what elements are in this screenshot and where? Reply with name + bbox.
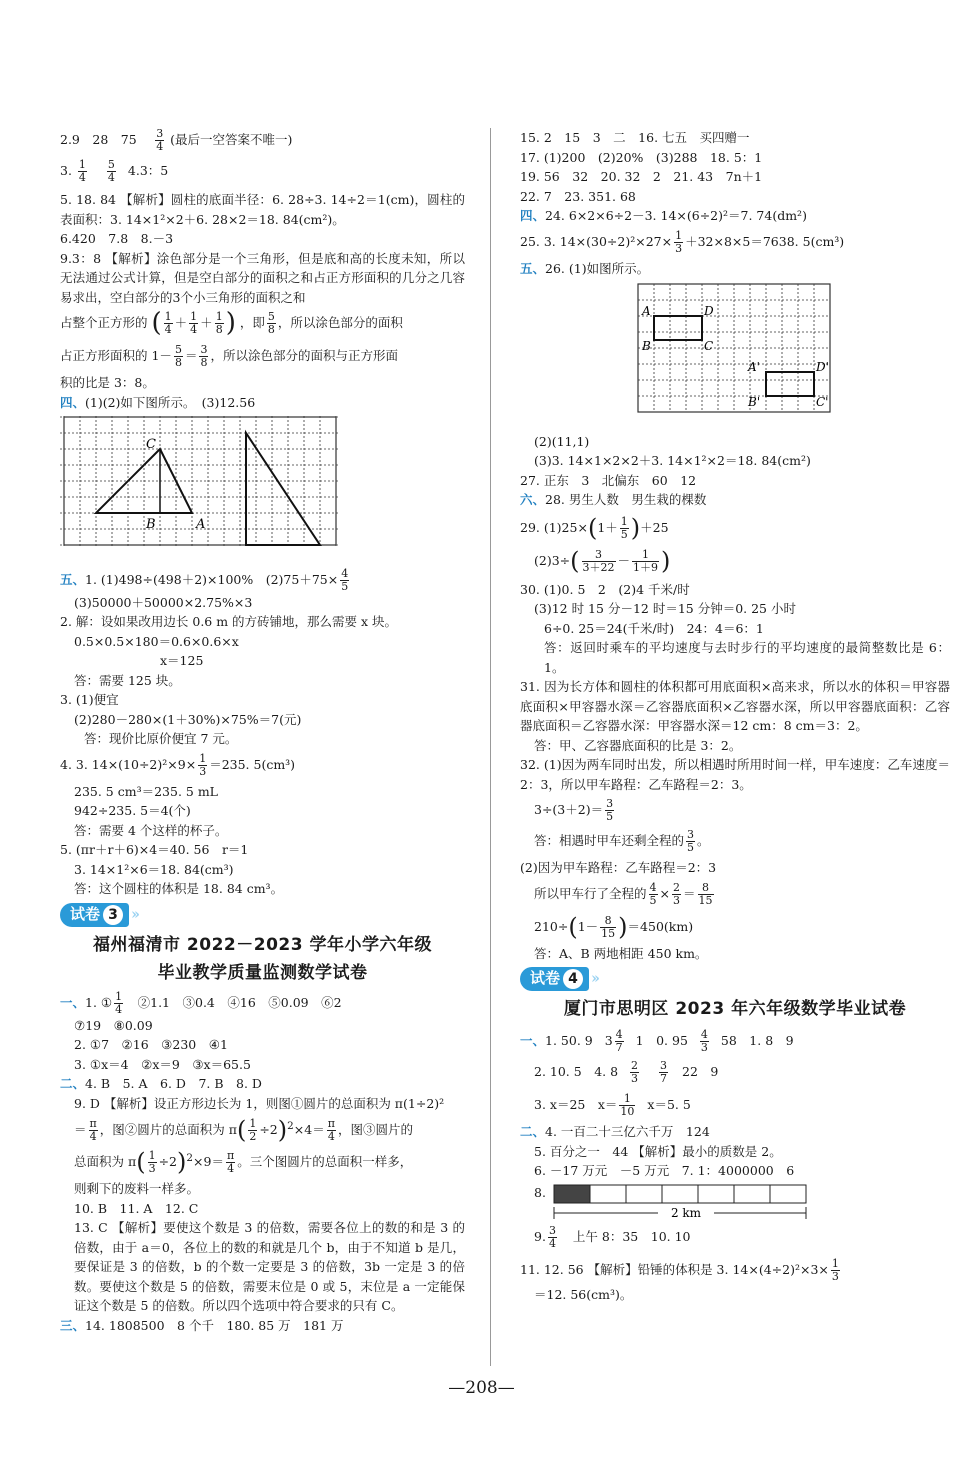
answer-line: 总面积为 π( $\frac{1}{3}$ ÷2)$^2$×9＝ $\frac{\pi}{4}$ 。三个图圆片的总面积一样多， (74, 1148, 413, 1177)
answer-line: 2. 10. 5 4. 8 $\frac{2}{3}$ $\frac{3}{7}$ 22 9 (534, 1059, 719, 1085)
answer-line: (2)(11,1) (534, 433, 590, 449)
right-column (520, 128, 950, 1304)
label-c: C (146, 437, 156, 452)
label-a: A (196, 517, 206, 532)
answer-line: 17. (1)200 (2)20% (3)288 18. 5：1 (520, 149, 763, 165)
answer-line: 答：现价比原价便宜 7 元。 (84, 731, 238, 746)
answer-line: 占整个正方形的 ( $\frac{1}{4}$ ＋ $\frac{1}{4}$ ＋ $\frac{1}{8}$ ) ，即 $\frac{5}{8}$ ，所以涂色部分的面积 (60, 307, 403, 338)
answer-line: 4. 3. 14×(10÷2)²×9× $\frac{1}{3}$ ＝235. 5(cm³) (60, 751, 296, 778)
section-five: 五、26. (1)如图所示。 (520, 260, 650, 276)
answer-line: 一、1. 50. 9 3 $\frac{4}{7}$ 1 0. 95 $\frac{4}{3}$ 58 1. 8 9 (520, 1028, 794, 1054)
answer-line: 积的比是 3：8。 (60, 375, 155, 390)
answer-line: 3. (1)便宜 (60, 692, 119, 707)
answer-line: x＝125 (160, 653, 204, 668)
answer-line: (3)50000＋50000×2.75%×3 (74, 594, 253, 610)
answer-line: 答：返回时乘车的平均速度与去时步行的平均速度的最简整数比是 6：1。 (544, 640, 950, 675)
answer-line: 答：需要 125 块。 (74, 672, 181, 688)
answer-line: 27. 正东 3 北偏东 60 12 (520, 472, 697, 488)
section-five: 五、1. (1)498÷(498＋2)×100% (2)75＋75× $\frac{4}{5}$ (60, 566, 349, 593)
answer-line: (2)3÷( $\frac{3}{3+22}$ － $\frac{1}{1+9}$ ) (534, 546, 671, 575)
answer-line: 19. 56 32 20. 32 2 21. 43 7n＋1 (520, 169, 763, 184)
paper-3-title: 福州福清市 2022－2023 学年小学六年级 (93, 934, 432, 955)
answer-line: 5. (πr＋r＋6)×4＝40. 56 r＝1 (60, 842, 249, 857)
answer-line: ⑦19 ⑧0.09 (74, 1017, 153, 1033)
answer-line: 5. 18. 84 【解析】圆柱的底面半径：6. 28÷3. 14÷2＝1(cm)，圆柱的表面积：3. 14×1²×2＋6. 28×2＝18. 84(cm²)。 (60, 192, 465, 227)
fraction: $\frac{5}{4}$ (107, 158, 115, 184)
label-a-prime: A' (748, 360, 760, 374)
answer-line: 2. 解：设如果改用边长 0.6 m 的方砖铺地，那么需要 x 块。 (60, 614, 398, 629)
label-b: B (146, 517, 156, 532)
answer-line: ＝12. 56(cm³)。 (534, 1286, 633, 1302)
answer-line: 5. 百分之一 44 【解析】最小的质数是 2。 (534, 1143, 782, 1159)
label-b: B (642, 339, 651, 353)
answer-line: 31. 因为长方体和圆柱的体积都可用底面积×高来求，所以水的体积＝甲容器底面积×甲容器水深＝乙容器底面积×乙容器水深，所以甲容器底面积：乙容器底面积＝乙容器水深：甲容器水深＝12 cm：8 cm＝3：2。 (520, 679, 950, 733)
answer-line: 占正方形面积的 1－ $\frac{5}{8}$ ＝ $\frac{3}{8}$ ，所以涂色部分的面积与正方形面 (60, 343, 398, 369)
answer-line: 二、4. B 5. A 6. D 7. B 8. D (60, 1076, 262, 1091)
rectangle-abcd-prime (766, 372, 814, 396)
label-d-prime: D' (816, 360, 829, 374)
answer-line: 942÷235. 5＝4(个) (74, 803, 191, 818)
paper-4-title: 厦门市思明区 2023 年六年级数学毕业试卷 (563, 999, 907, 1019)
section-six: 六、28. 男生人数 男生栽的棵数 (520, 492, 707, 507)
chevron-right-icon: ›› (591, 969, 598, 988)
scale-bar-label: 2 km (670, 1205, 701, 1220)
label-b-prime: B' (748, 395, 761, 409)
answer-line: 2.9 28 75 $\frac{3}{4}$ (最后一空答案不唯一) (60, 127, 293, 153)
paper-3-badge: 试卷 3 ›› (60, 903, 465, 927)
answer-line: 答：需要 4 个这样的杯子。 (74, 822, 228, 838)
chevron-right-icon: ›› (131, 904, 138, 923)
left-column (60, 128, 465, 1335)
answer-line: 210÷(1－ $\frac{8}{15}$ )＝450(km) (534, 912, 694, 941)
paper-3-subtitle: 毕业教学质量监测数学试卷 (157, 962, 368, 983)
section-four: 四、(1)(2)如下图所示。 (3)12.56 (60, 394, 256, 410)
answer-line: 9. $\frac{3}{4}$ 上午 8：35 10. 10 (534, 1223, 691, 1250)
answer-line: 10. B 11. A 12. C (74, 1200, 199, 1216)
answer-line: 15. 2 15 3 二 16. 七五 买四赠一 (520, 130, 750, 145)
answer-line: (2)因为甲车路程：乙车路程＝2：3 (520, 860, 717, 875)
answer-line: 6÷0. 25＝24(千米/时) 24：4＝6：1 (544, 620, 764, 636)
label-d: D (704, 304, 714, 318)
rectangle-grid-figure (520, 282, 950, 422)
answer-line: 9. D 【解析】设正方形边长为 1，则图①圆片的总面积为 π(1÷2)² (74, 1095, 445, 1111)
answer-line: 6.420 7.8 8.－3 (60, 231, 174, 246)
answer-line: 3÷(3＋2)＝ $\frac{3}{5}$ (534, 797, 614, 823)
answer-line: 11. 12. 56 【解析】铅锤的体积是 3. 14×(4÷2)²×3× $\frac{1}{3}$ (520, 1256, 839, 1283)
rectangle-abcd (654, 316, 702, 340)
column-divider (490, 128, 491, 1366)
label-c-prime: C' (816, 395, 829, 409)
section-four: 四、24. 6×2×6÷2－3. 14×(6÷2)²＝7. 74(dm²) (520, 208, 807, 223)
right-triangle (246, 433, 320, 545)
page-number: —208— (448, 1378, 515, 1398)
answer-line: 二、4. 一百二十三亿六千万 124 (520, 1124, 710, 1139)
fraction: $\frac{1}{4}$ (78, 158, 86, 184)
triangle-grid-figure (60, 416, 350, 556)
paper-4-badge: 试卷 4 ›› (520, 967, 950, 991)
answer-line: 答：相遇时甲车还剩全程的 $\frac{3}{5}$ 。 (534, 828, 710, 854)
answer-line: 答：甲、乙容器底面积的比是 3：2。 (534, 737, 742, 753)
answer-line: 3. $\frac{1}{4}$ $\frac{5}{4}$ 4.3：5 (60, 158, 169, 184)
answer-line: ＝ $\frac{\pi}{4}$ ，图②圆片的总面积为 π( $\frac{1}{2}$ ÷2)$^2$×4＝ $\frac{\pi}{4}$ ，图③圆片的 (74, 1115, 413, 1144)
scale-bar (550, 1183, 820, 1221)
answer-line: 所以甲车行了全程的 $\frac{4}{5}$ × $\frac{2}{3}$ ＝ $\frac{8}{15}$ (534, 880, 713, 907)
answer-line: 三、14. 1808500 8 个千 180. 85 万 181 万 (60, 1317, 344, 1333)
answer-line: 答：这个圆柱的体积是 18. 84 cm³。 (74, 881, 284, 896)
label-c: C (704, 339, 714, 353)
fraction: $\frac{3}{4}$ (156, 127, 164, 153)
answer-line: 32. (1)因为两车同时出发，所以相遇时所用时间一样，甲车速度：乙车速度＝2：3，所以甲车路程：乙车路程＝2：3。 (520, 757, 950, 792)
answer-line: 则剩下的废料一样多。 (74, 1181, 200, 1197)
answer-line: (3)3. 14×1×2×2＋3. 14×1²×2＝18. 84(cm²) (534, 453, 811, 468)
answer-line: 22. 7 23. 351. 68 (520, 188, 636, 204)
answer-line: 3. x＝25 x＝ $\frac{1}{10}$ x＝5. 5 (534, 1092, 691, 1118)
answer-line: 13. C 【解析】要使这个数是 3 的倍数，需要各位上的数的和是 3 的倍数，由于 a＝0，各位上的数的和就是几个 b，由于不知道 b 是几，要保证是 3 的倍数，b 的个数一定要是 3 的倍数，3b 一定是 3 的倍数。要使这个数是 5 的倍数，需要末位是 0 或 5，末位是 a 一定能保证这个数是 5 的倍数。所以四个选项中符合要求的只有 C。 (74, 1220, 465, 1314)
label-a: A (642, 304, 651, 318)
answer-line: 29. (1)25×(1＋ $\frac{1}{5}$ )＋25 (520, 513, 669, 542)
answer-line: 30. (1)0. 5 2 (2)4 千米/时 (520, 581, 690, 597)
answer-line: 0.5×0.5×180＝0.6×0.6×x (74, 633, 239, 649)
scale-bar-line: 8. 2 km (520, 1183, 950, 1221)
answer-line: 6. －17 万元 －5 万元 7. 1：4000000 6 (534, 1163, 795, 1178)
answer-line: 25. 3. 14×(30÷2)²×27× $\frac{1}{3}$ ＋32×8×5＝7638. 5(cm³) (520, 228, 845, 255)
answer-line: 2. ①7 ②16 ③230 ④1 (74, 1037, 228, 1052)
answer-line: 9.3：8 【解析】涂色部分是一个三角形，但是底和高的长度未知，所以无法通过公式计算，但是空白部分的面积之和占正方形面积的几分之几容易求出，空白部分的3个小三角形的面积之和 (60, 250, 465, 305)
answer-line: 答：A、B 两地相距 450 km。 (534, 945, 708, 961)
answer-line: (3)12 时 15 分－12 时＝15 分钟＝0. 25 小时 (534, 601, 796, 616)
answer-line: 235. 5 cm³＝235. 5 mL (74, 783, 218, 799)
answer-line: 一、1. ① $\frac{1}{4}$ ②1.1 ③0.4 ④16 ⑤0.09 ⑥2 (60, 989, 342, 1016)
answer-line: 3. ①x＝4 ②x＝9 ③x＝65.5 (74, 1056, 251, 1072)
answer-line: 3. 14×1²×6＝18. 84(cm³) (74, 861, 234, 877)
answer-line: (2)280－280×(1＋30%)×75%＝7(元) (74, 711, 302, 727)
